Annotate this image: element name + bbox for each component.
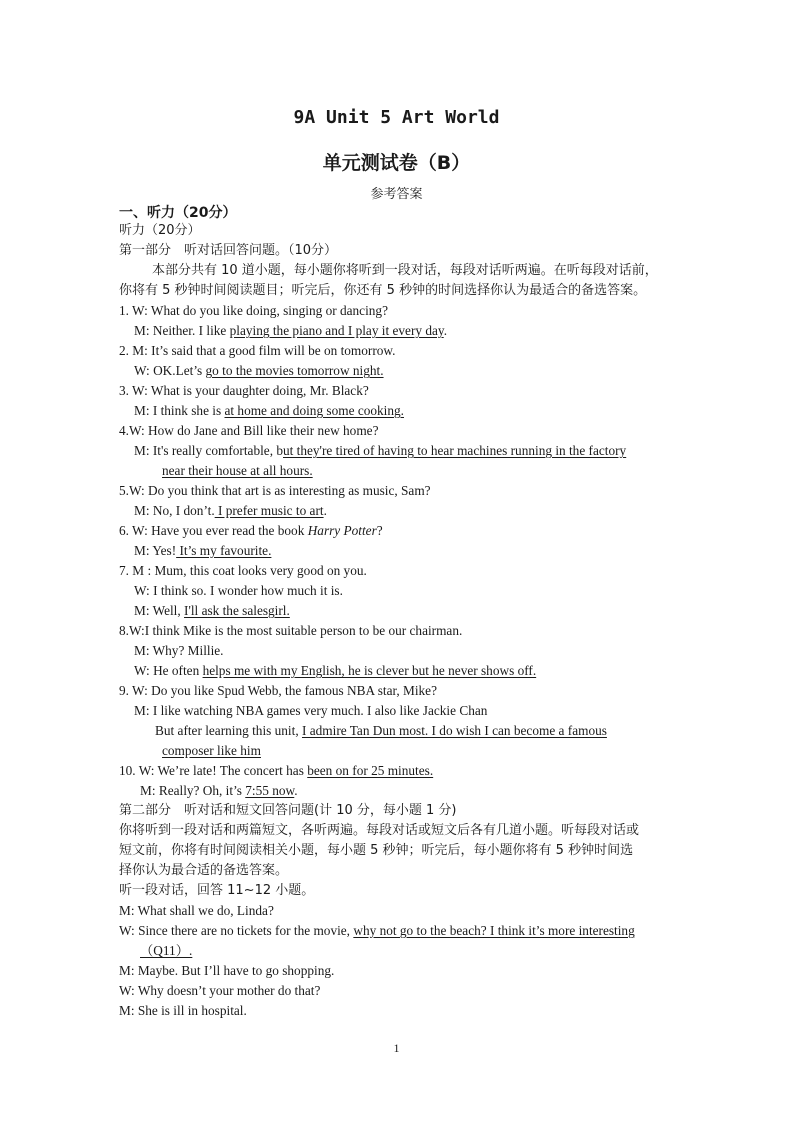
dialogue-line: 6. W: Have you ever read the book Harry Potter? — [119, 523, 383, 538]
dialogue-line: M: She is ill in hospital. — [119, 1003, 247, 1018]
dialogue-line: M: I like watching NBA games very much. I also like Jackie Chan — [134, 703, 488, 718]
dialogue-line: M: I think she is at home and doing some cooking. — [134, 403, 404, 418]
book-title: Harry Potter — [307, 523, 377, 538]
dialogue-line — [162, 462, 313, 480]
answer-text: near their house at all hours. — [162, 463, 313, 478]
part2-description: 你将听到一段对话和两篇短文，各听两遍。每段对话或短文后各有几道小题。听每段对话或 — [119, 823, 640, 838]
part1-description: 你将有 5 秒钟时间阅读题目；听完后，你还有 5 秒钟的时间选择你认为最适合的备选答案。 — [119, 283, 647, 298]
part1-title: 第一部分 听对话回答问题。（10分） — [119, 243, 338, 258]
dialogue-line: W: OK.Let’s go to the movies tomorrow night. — [134, 363, 384, 378]
dialogue-line: W: Why doesn’t your mother do that? — [119, 983, 321, 998]
dialogue-line: But after learning this unit, I admire Tan Dun most. I do wish I can become a famous — [155, 723, 607, 738]
document-title: 9A Unit 5 Art World — [293, 107, 500, 128]
section-heading: 一、听力（20分） — [119, 205, 237, 221]
dialogue-line: 9. W: Do you like Spud Webb, the famous NBA star, Mike? — [119, 683, 437, 698]
dialogue-line: W: I think so. I wonder how much it is. — [134, 583, 343, 598]
dialogue-line — [162, 742, 261, 760]
dialogue-line: 2. M: It’s said that a good film will be on tomorrow. — [119, 343, 396, 358]
dialogue-line: M: Really? Oh, it’s 7:55 now. — [140, 783, 298, 798]
dialogue-line: M: It's really comfortable, but they're tired of having to hear machines running in the factory — [134, 443, 627, 458]
dialogue-line — [140, 942, 192, 960]
dialogue-line: M: Maybe. But I’ll have to go shopping. — [119, 963, 335, 978]
answer-text: been on for 25 minutes. — [307, 763, 434, 778]
dialogue-line: M: Neither. I like playing the piano and I play it every day. — [134, 323, 448, 338]
document-subtitle: 单元测试卷（B） — [322, 152, 471, 174]
dialogue-line: 4.W: How do Jane and Bill like their new home? — [119, 423, 379, 438]
answer-text: at home and doing some cooking. — [224, 403, 404, 418]
answer-text: playing the piano and I play it every day — [229, 323, 444, 338]
dialogue-line: 7. M : Mum, this coat looks very good on you. — [119, 563, 367, 578]
part2-description: 短文前，你将有时间阅读相关小题，每小题 5 秒钟；听完后，每小题你将有 5 秒钟时间选 — [119, 843, 634, 858]
answer-text: I'll ask the salesgirl. — [184, 603, 290, 618]
answer-key-caption: 参考答案 — [370, 187, 423, 202]
part1-description: 本部分共有 10 道小题，每小题你将听到一段对话，每段对话听两遍。在听每段对话前， — [152, 263, 658, 278]
answer-text: It’s my favourite. — [176, 543, 272, 558]
dialogue-line: 8.W:I think Mike is the most suitable person to be our chairman. — [119, 623, 463, 638]
answer-text: composer like him — [162, 743, 261, 758]
answer-text: go to the movies tomorrow night. — [205, 363, 384, 378]
dialogue-line: W: He often helps me with my English, he is clever but he never shows off. — [134, 663, 537, 678]
answer-text: I prefer music to art — [214, 503, 324, 518]
answer-text: helps me with my English, he is clever but he never shows off. — [202, 663, 537, 678]
page-number: 1 — [393, 1041, 400, 1055]
dialogue-line: W: Since there are no tickets for the movie, why not go to the beach? I think it’s more interesting — [119, 923, 635, 938]
answer-text: ut they're tired of having to hear machines running in the factory — [283, 443, 627, 458]
part2-intro: 听一段对话，回答 11~12 小题。 — [119, 883, 315, 898]
answer-text: （Q11）. — [140, 943, 193, 958]
section-subheading: 听力（20分） — [119, 223, 201, 238]
answer-text: I admire Tan Dun most. I do wish I can become a famous — [301, 723, 607, 738]
dialogue-line: M: What shall we do, Linda? — [119, 903, 274, 918]
dialogue-line: M: Why? Millie. — [134, 643, 224, 658]
part2-title: 第二部分 听对话和短文回答问题(计 10 分，每小题 1 分) — [119, 803, 457, 818]
dialogue-line: 5.W: Do you think that art is as interesting as music, Sam? — [119, 483, 431, 498]
dialogue-line: 3. W: What is your daughter doing, Mr. Black? — [119, 383, 369, 398]
dialogue-line: 10. W: We’re late! The concert has been on for 25 minutes. — [119, 763, 434, 778]
answer-text: 7:55 now — [245, 783, 295, 798]
dialogue-line: 1. W: What do you like doing, singing or dancing? — [119, 303, 388, 318]
part2-description: 择你认为最合适的备选答案。 — [119, 863, 289, 878]
answer-text: why not go to the beach? I think it’s more interesting — [353, 923, 635, 938]
dialogue-line: M: No, I don’t. I prefer music to art. — [134, 503, 327, 518]
dialogue-line: M: Well, I'll ask the salesgirl. — [134, 603, 290, 618]
dialogue-line: M: Yes! It’s my favourite. — [134, 543, 272, 558]
